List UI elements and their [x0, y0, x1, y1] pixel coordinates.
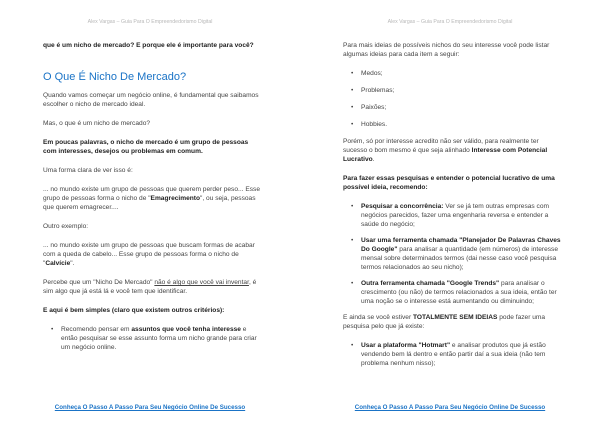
paragraph: Para fazer essas pesquisas e entender o potencial lucrativo de uma possível ideia, recomendo:: [343, 175, 555, 191]
right-page: [300, 0, 600, 424]
right-content: [343, 41, 563, 375]
running-head: Alex Vargas – Guia Para O Empreendedorismo Digital: [87, 19, 213, 25]
paragraph: E aqui é bem simples (claro que existem outros critérios):: [43, 307, 225, 314]
text: Porém, só por interesse acredito não ser válido, para realmente ter sucesso o bom mesmo é que seja alinhado: [343, 138, 539, 154]
text: .: [372, 156, 375, 163]
paragraph: [43, 278, 263, 296]
bullet-list: [343, 341, 563, 368]
list-item: • Medos;: [343, 69, 563, 78]
example-paragraph: [43, 241, 263, 268]
text: ".: [70, 260, 75, 267]
paragraph: [343, 313, 563, 331]
paragraph: Uma forma clara de ver isso é:: [43, 167, 133, 174]
bold-term: Pesquisar a concorrência:: [361, 203, 444, 210]
list-item: [343, 236, 563, 272]
text: ", ou seja, pessoas que querem emagrecer....: [43, 195, 256, 211]
definition-paragraph: Em poucas palavras, o nicho de mercado é um grupo de pessoas com interesses, desejos ou problemas em comum.: [43, 139, 249, 155]
paragraph: [343, 137, 563, 164]
list-item: [343, 279, 563, 306]
bold-term: Usar a plataforma "Hotmart": [361, 342, 451, 349]
text: , é sim algo que já está lá e você tem que identificar.: [43, 279, 257, 295]
list-item: [343, 341, 563, 368]
section-heading: O Que É Nicho De Mercado?: [43, 71, 187, 83]
text: E ainda se você estiver: [343, 314, 414, 321]
bullet-list: [343, 69, 563, 129]
paragraph: Outro exemplo:: [43, 223, 89, 230]
text: ... no mundo existe um grupo de pessoas que querem perder peso... Esse grupo de pessoas forma o nicho de ": [43, 186, 260, 202]
text: Percebe que um "Nicho De Mercado": [43, 279, 155, 286]
intro-question: que é um nicho de mercado? E porque ele é importante para você?: [43, 42, 254, 49]
text: Recomendo pensar em: [61, 326, 132, 333]
list-item: • Problemas;: [343, 86, 563, 95]
list-item: [43, 325, 263, 352]
bold-term: Emagrecimento: [150, 195, 201, 202]
list-item: [343, 202, 563, 229]
underlined-text: não é algo que você vai inventar: [154, 279, 249, 286]
bold-term: Outra ferramenta chamada "Google Trends": [361, 280, 500, 287]
text: para analisar a quantidade (em números) de interesse mensal sobre determinados termos (dai nesse caso você pesquisa termos relacionados ao seu nicho);: [361, 246, 559, 271]
example-paragraph: [43, 185, 263, 212]
text: Ver se já tem outras empresas com negócios parecidos, fazer uma engenharia reversa e entender a saúde do negócio;: [361, 203, 550, 228]
footer-link[interactable]: Conheça O Passo A Passo Para Seu Negócio Online De Sucesso: [354, 404, 546, 411]
list-item: • Paixões;: [343, 103, 563, 112]
footer-link[interactable]: Conheça O Passo A Passo Para Seu Negócio Online De Sucesso: [54, 404, 246, 411]
bold-term: Calvície: [45, 260, 71, 267]
running-head: Alex Vargas – Guia Para O Empreendedorismo Digital: [387, 19, 513, 25]
text: e analisar produtos que já estão vendendo bem lá dentro e então partir daí a sua ideia (não tem problema nenhum nisso);: [361, 342, 546, 367]
left-content: [43, 41, 263, 360]
text: e então pesquisar se esse assunto forma um nicho grande para criar um negócio online.: [61, 326, 257, 351]
bold-term: Usar uma ferramenta chamada "Planejador De Palavras Chaves Do Google": [361, 237, 561, 253]
paragraph: Quando vamos começar um negócio online, é fundamental que saibamos escolher o nicho de mercado ideal.: [43, 92, 259, 108]
paragraph: Mas, o que é um nicho de mercado?: [43, 120, 151, 127]
bold-term: Interesse com Potencial Lucrativo: [343, 147, 548, 163]
text: ... no mundo existe um grupo de pessoas que buscam formas de acabar com a queda de cabelo... Esse grupo de pessoas forma o nicho de ": [43, 242, 255, 267]
text: pode fazer uma pesquisa pelo que já existe:: [343, 314, 546, 330]
recommendation-list: [343, 202, 563, 306]
list-item: • Hobbies.: [343, 120, 563, 129]
text: para analisar o crescimento (ou não) de termos relacionados a sua ideia, então ter uma noção se o interesse está aumentando ou diminuindo;: [361, 280, 557, 305]
paragraph: Para mais ideias de possíveis nichos do seu interesse você pode listar algumas ideias para cada item a seguir:: [343, 42, 550, 58]
bold-term: assuntos que você tenha interesse: [131, 326, 241, 333]
bullet-list: [43, 325, 263, 352]
bold-term: TOTALMENTE SEM IDEIAS: [413, 314, 498, 321]
